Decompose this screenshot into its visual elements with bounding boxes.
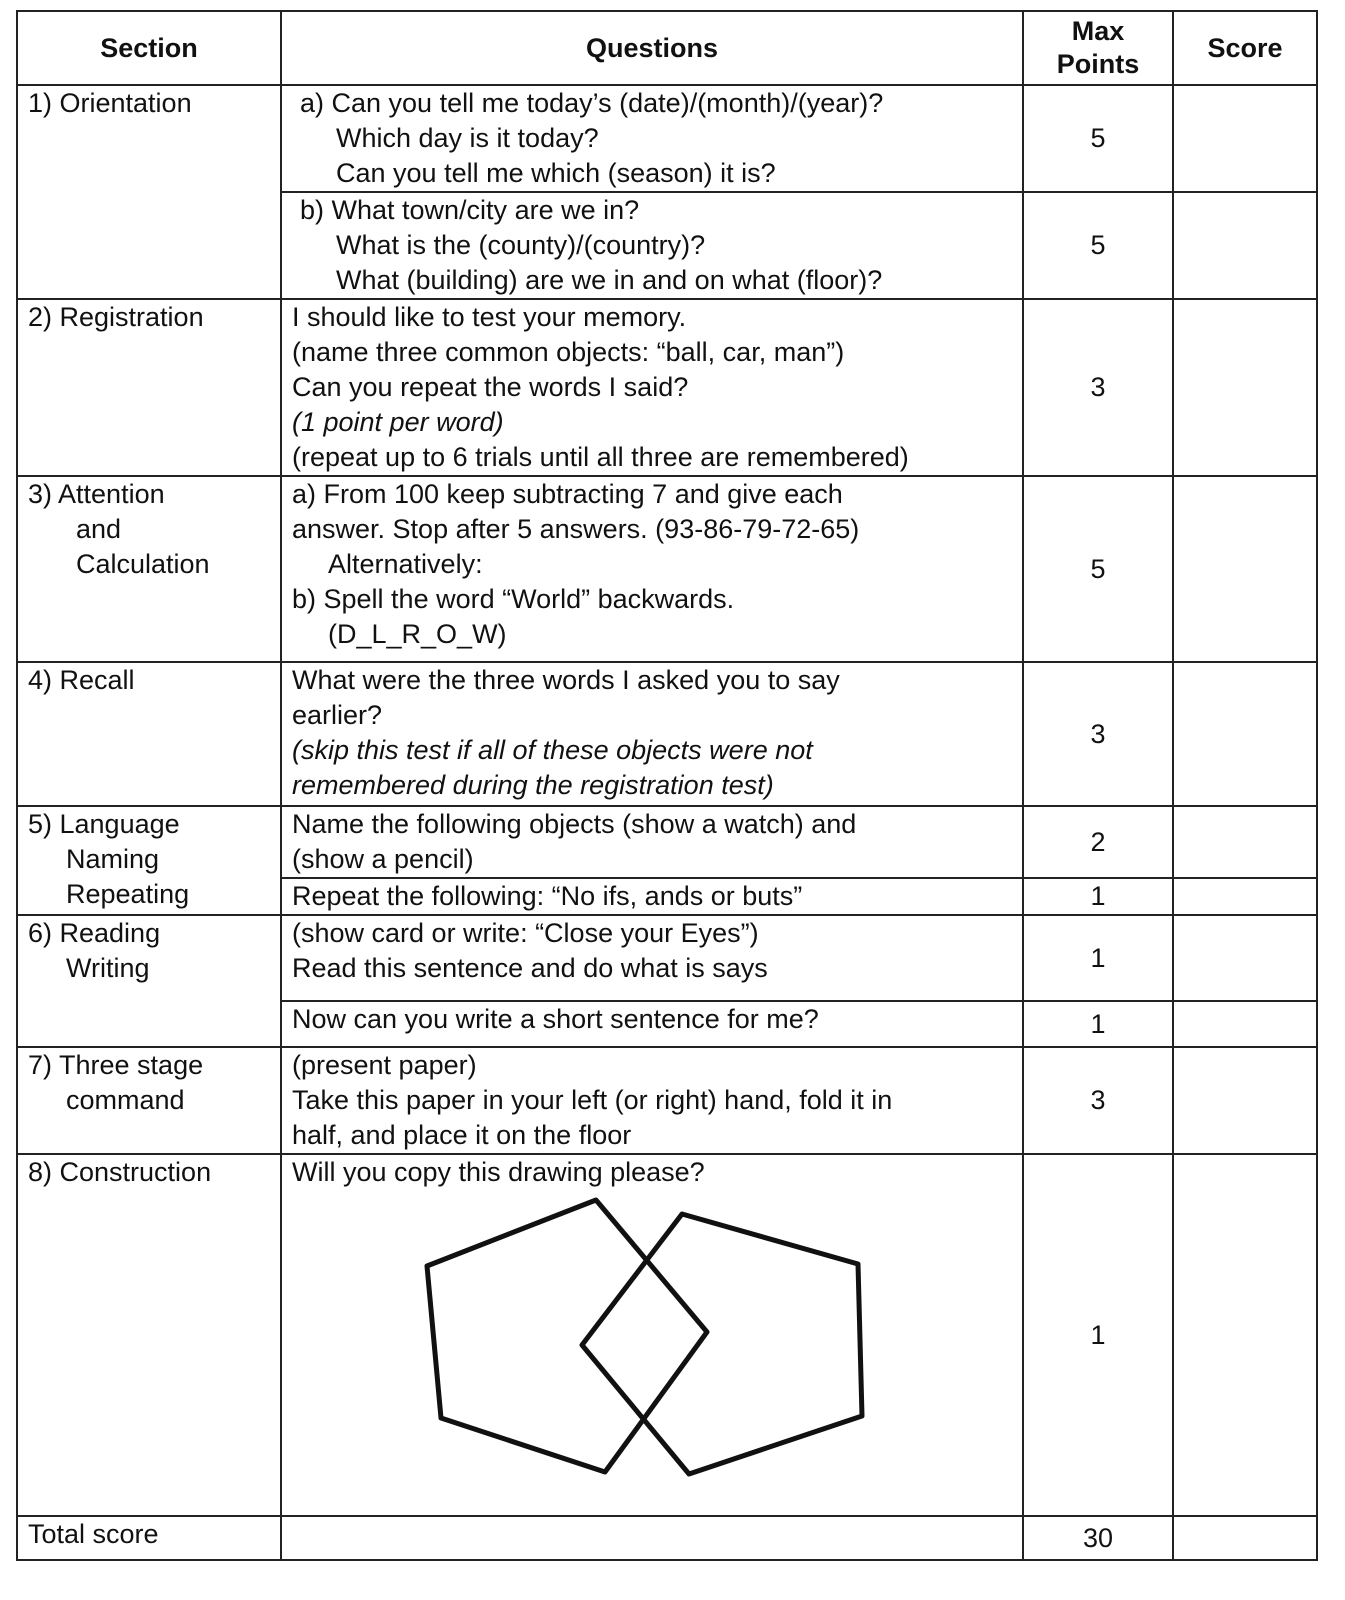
registration-row [17,299,1317,476]
attention-score[interactable] [1173,476,1317,662]
question-line: (show card or write: “Close your Eyes”) [292,918,759,948]
reading-section-cell [17,915,281,1047]
construction-section-label: 8) Construction [28,1157,212,1187]
language-section-cell [17,806,281,915]
language-naming-score[interactable] [1173,806,1317,878]
registration-question [281,299,1023,476]
total-questions-cell [281,1516,1023,1560]
writing-question [281,1001,1023,1047]
question-line: (show a pencil) [292,844,474,874]
right-pentagon [582,1214,862,1474]
registration-score[interactable] [1173,299,1317,476]
question-line: b) Spell the word “World” backwards. [292,584,735,614]
reading-question [281,915,1023,1001]
reading-max-points: 1 [1023,915,1173,1001]
command-section-label: command [66,1085,185,1115]
orientation-section-label: 1) Orientation [28,88,192,118]
reading-section-label: Writing [66,953,150,983]
attention-question [281,476,1023,662]
orientation-a-max-points: 5 [1023,85,1173,192]
orientation-row-a [17,85,1317,192]
total-max-points: 30 [1023,1516,1173,1560]
header-max-points [1023,11,1173,85]
header-max-points-line2: Points [1056,49,1140,79]
question-line: (repeat up to 6 trials until all three are remembered) [292,442,909,472]
orientation-b-max-points: 5 [1023,192,1173,299]
recall-question [281,662,1023,806]
orientation-b-question [281,192,1023,299]
language-naming-row [17,806,1317,878]
construction-score[interactable] [1173,1154,1317,1516]
orientation-a-score[interactable] [1173,85,1317,192]
header-max-points-line1: Max [1071,16,1125,46]
question-line: remembered during the registration test) [292,770,774,800]
attention-section-label: 3) Attention [28,479,165,509]
header-score: Score [1173,11,1317,85]
total-score[interactable] [1173,1516,1317,1560]
orientation-b-score[interactable] [1173,192,1317,299]
left-pentagon [427,1200,707,1472]
construction-question [281,1154,1023,1516]
question-line: What is the (county)/(country)? [336,230,706,260]
writing-score[interactable] [1173,1001,1317,1047]
total-label-cell [17,1516,281,1560]
language-section-label: Naming [66,844,160,874]
recall-score[interactable] [1173,662,1317,806]
question-line: Now can you write a short sentence for me? [292,1004,819,1034]
registration-max-points: 3 [1023,299,1173,476]
question-line: Name the following objects (show a watch) and [292,809,857,839]
question-line: Which day is it today? [336,123,599,153]
question-line: a) From 100 keep subtracting 7 and give each [292,479,843,509]
registration-section-label: 2) Registration [28,302,204,332]
question-line: Read this sentence and do what is says [292,953,768,983]
attention-max-points: 5 [1023,476,1173,662]
attention-section-label: Calculation [76,549,210,579]
language-naming-question [281,806,1023,878]
recall-section-label: 4) Recall [28,665,135,695]
writing-max-points: 1 [1023,1001,1173,1047]
header-row [17,11,1317,85]
question-line: (skip this test if all of these objects were not [292,735,813,765]
question-line: What (building) are we in and on what (floor)? [336,265,883,295]
command-row [17,1047,1317,1154]
mmse-table [16,10,1318,1561]
question-line: (1 point per word) [292,407,504,437]
header-questions: Questions [281,11,1023,85]
question-line: answer. Stop after 5 answers. (93-86-79-72-65) [292,514,860,544]
registration-section-cell [17,299,281,476]
language-section-label: Repeating [66,879,190,909]
command-section-cell [17,1047,281,1154]
recall-section-cell [17,662,281,806]
command-score[interactable] [1173,1047,1317,1154]
question-line: Take this paper in your left (or right) hand, fold it in [292,1085,893,1115]
intersecting-pentagons-drawing [292,1190,1012,1500]
command-question [281,1047,1023,1154]
construction-section-cell [17,1154,281,1516]
orientation-a-question [281,85,1023,192]
question-line: a) Can you tell me today’s (date)/(month)/(year)? [300,88,884,118]
question-line: Alternatively: [328,549,483,579]
header-section: Section [17,11,281,85]
orientation-section-cell [17,85,281,299]
question-line: (name three common objects: “ball, car, man”) [292,337,845,367]
question-line: b) What town/city are we in? [300,195,640,225]
total-score-label: Total score [28,1519,159,1549]
language-repeat-score[interactable] [1173,878,1317,915]
question-line: Can you repeat the words I said? [292,372,689,402]
question-line: earlier? [292,700,383,730]
language-repeat-question [281,878,1023,915]
attention-row [17,476,1317,662]
attention-section-label: and [76,514,122,544]
question-line: I should like to test your memory. [292,302,687,332]
total-row [17,1516,1317,1560]
question-line: Can you tell me which (season) it is? [336,158,776,188]
attention-section-cell [17,476,281,662]
question-line: half, and place it on the floor [292,1120,632,1150]
reading-section-label: 6) Reading [28,918,161,948]
question-line: What were the three words I asked you to say [292,665,840,695]
question-line: Will you copy this drawing please? [292,1157,705,1187]
construction-max-points: 1 [1023,1154,1173,1516]
recall-row [17,662,1317,806]
reading-row [17,915,1317,1001]
language-repeat-max-points: 1 [1023,878,1173,915]
question-line: Repeat the following: “No ifs, ands or buts” [292,881,803,911]
language-naming-max-points: 2 [1023,806,1173,878]
question-line: (D_L_R_O_W) [328,619,507,649]
command-section-label: 7) Three stage [28,1050,204,1080]
reading-score[interactable] [1173,915,1317,1001]
recall-max-points: 3 [1023,662,1173,806]
language-section-label: 5) Language [28,809,180,839]
question-line: (present paper) [292,1050,477,1080]
construction-row [17,1154,1317,1516]
command-max-points: 3 [1023,1047,1173,1154]
